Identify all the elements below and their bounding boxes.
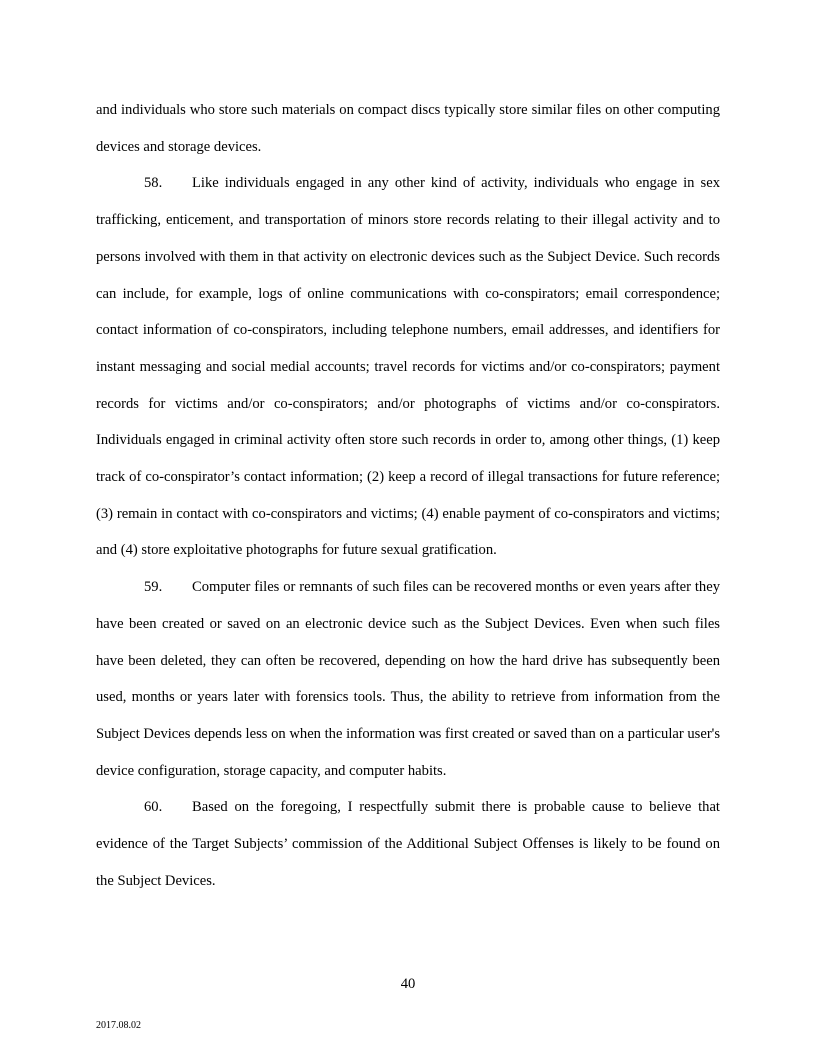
paragraph-number: 60. [144,799,163,816]
paragraph-text: Computer files or remnants of such files can be recovered months or even years after they have been created or saved on an electronic device such as the Subject Devices. Even when such files have been deleted, they can often be recovered, depending on how the hard drive has subsequently been used, months or years later with forensics tools. Thus, the ability to retrieve from information from the Subject Devices depends less on when the information was first created or saved than on a particular user's device configuration, storage capacity, and computer habits. [96,579,720,779]
paragraph-text: Like individuals engaged in any other kind of activity, individuals who engage in sex trafficking, enticement, and transportation of minors store records relating to their illegal activity and to persons involved with them in that activity on electronic devices such as the Subject Device. Such records can include, for example, logs of online communications with co-conspirators; email correspondence; contact information of co-conspirators, including telephone numbers, email addresses, and identifiers for instant messaging and social medial accounts; travel records for victims and/or co-conspirators; payment records for victims and/or co-conspirators; and/or photographs of victims and/or co-conspirators. Individuals engaged in criminal activity often store such records in order to, among other things, (1) keep track of co-conspirator’s contact information; (2) keep a record of illegal transactions for future reference; (3) remain in contact with co-conspirators and victims; (4) enable payment of co-conspirators and victims; and (4) store exploitative photographs for future sexual gratification. [96,175,720,559]
paragraph-number: 59. [144,579,163,596]
paragraph-59 [96,569,720,789]
paragraph-number: 58. [144,175,163,192]
paragraph-text: Based on the foregoing, I respectfully submit there is probable cause to believe that evidence of the Target Subjects’ commission of the Additional Subject Offenses is likely to be found on the Subject Devices. [96,799,720,889]
paragraph-60 [96,789,720,899]
footer-date: 2017.08.02 [96,1020,141,1031]
continuation-paragraph: and individuals who store such materials on compact discs typically store similar files on other computing devices and storage devices. [96,102,720,155]
paragraph-58 [96,165,720,569]
page-number: 40 [400,976,416,992]
document-body [96,92,720,899]
